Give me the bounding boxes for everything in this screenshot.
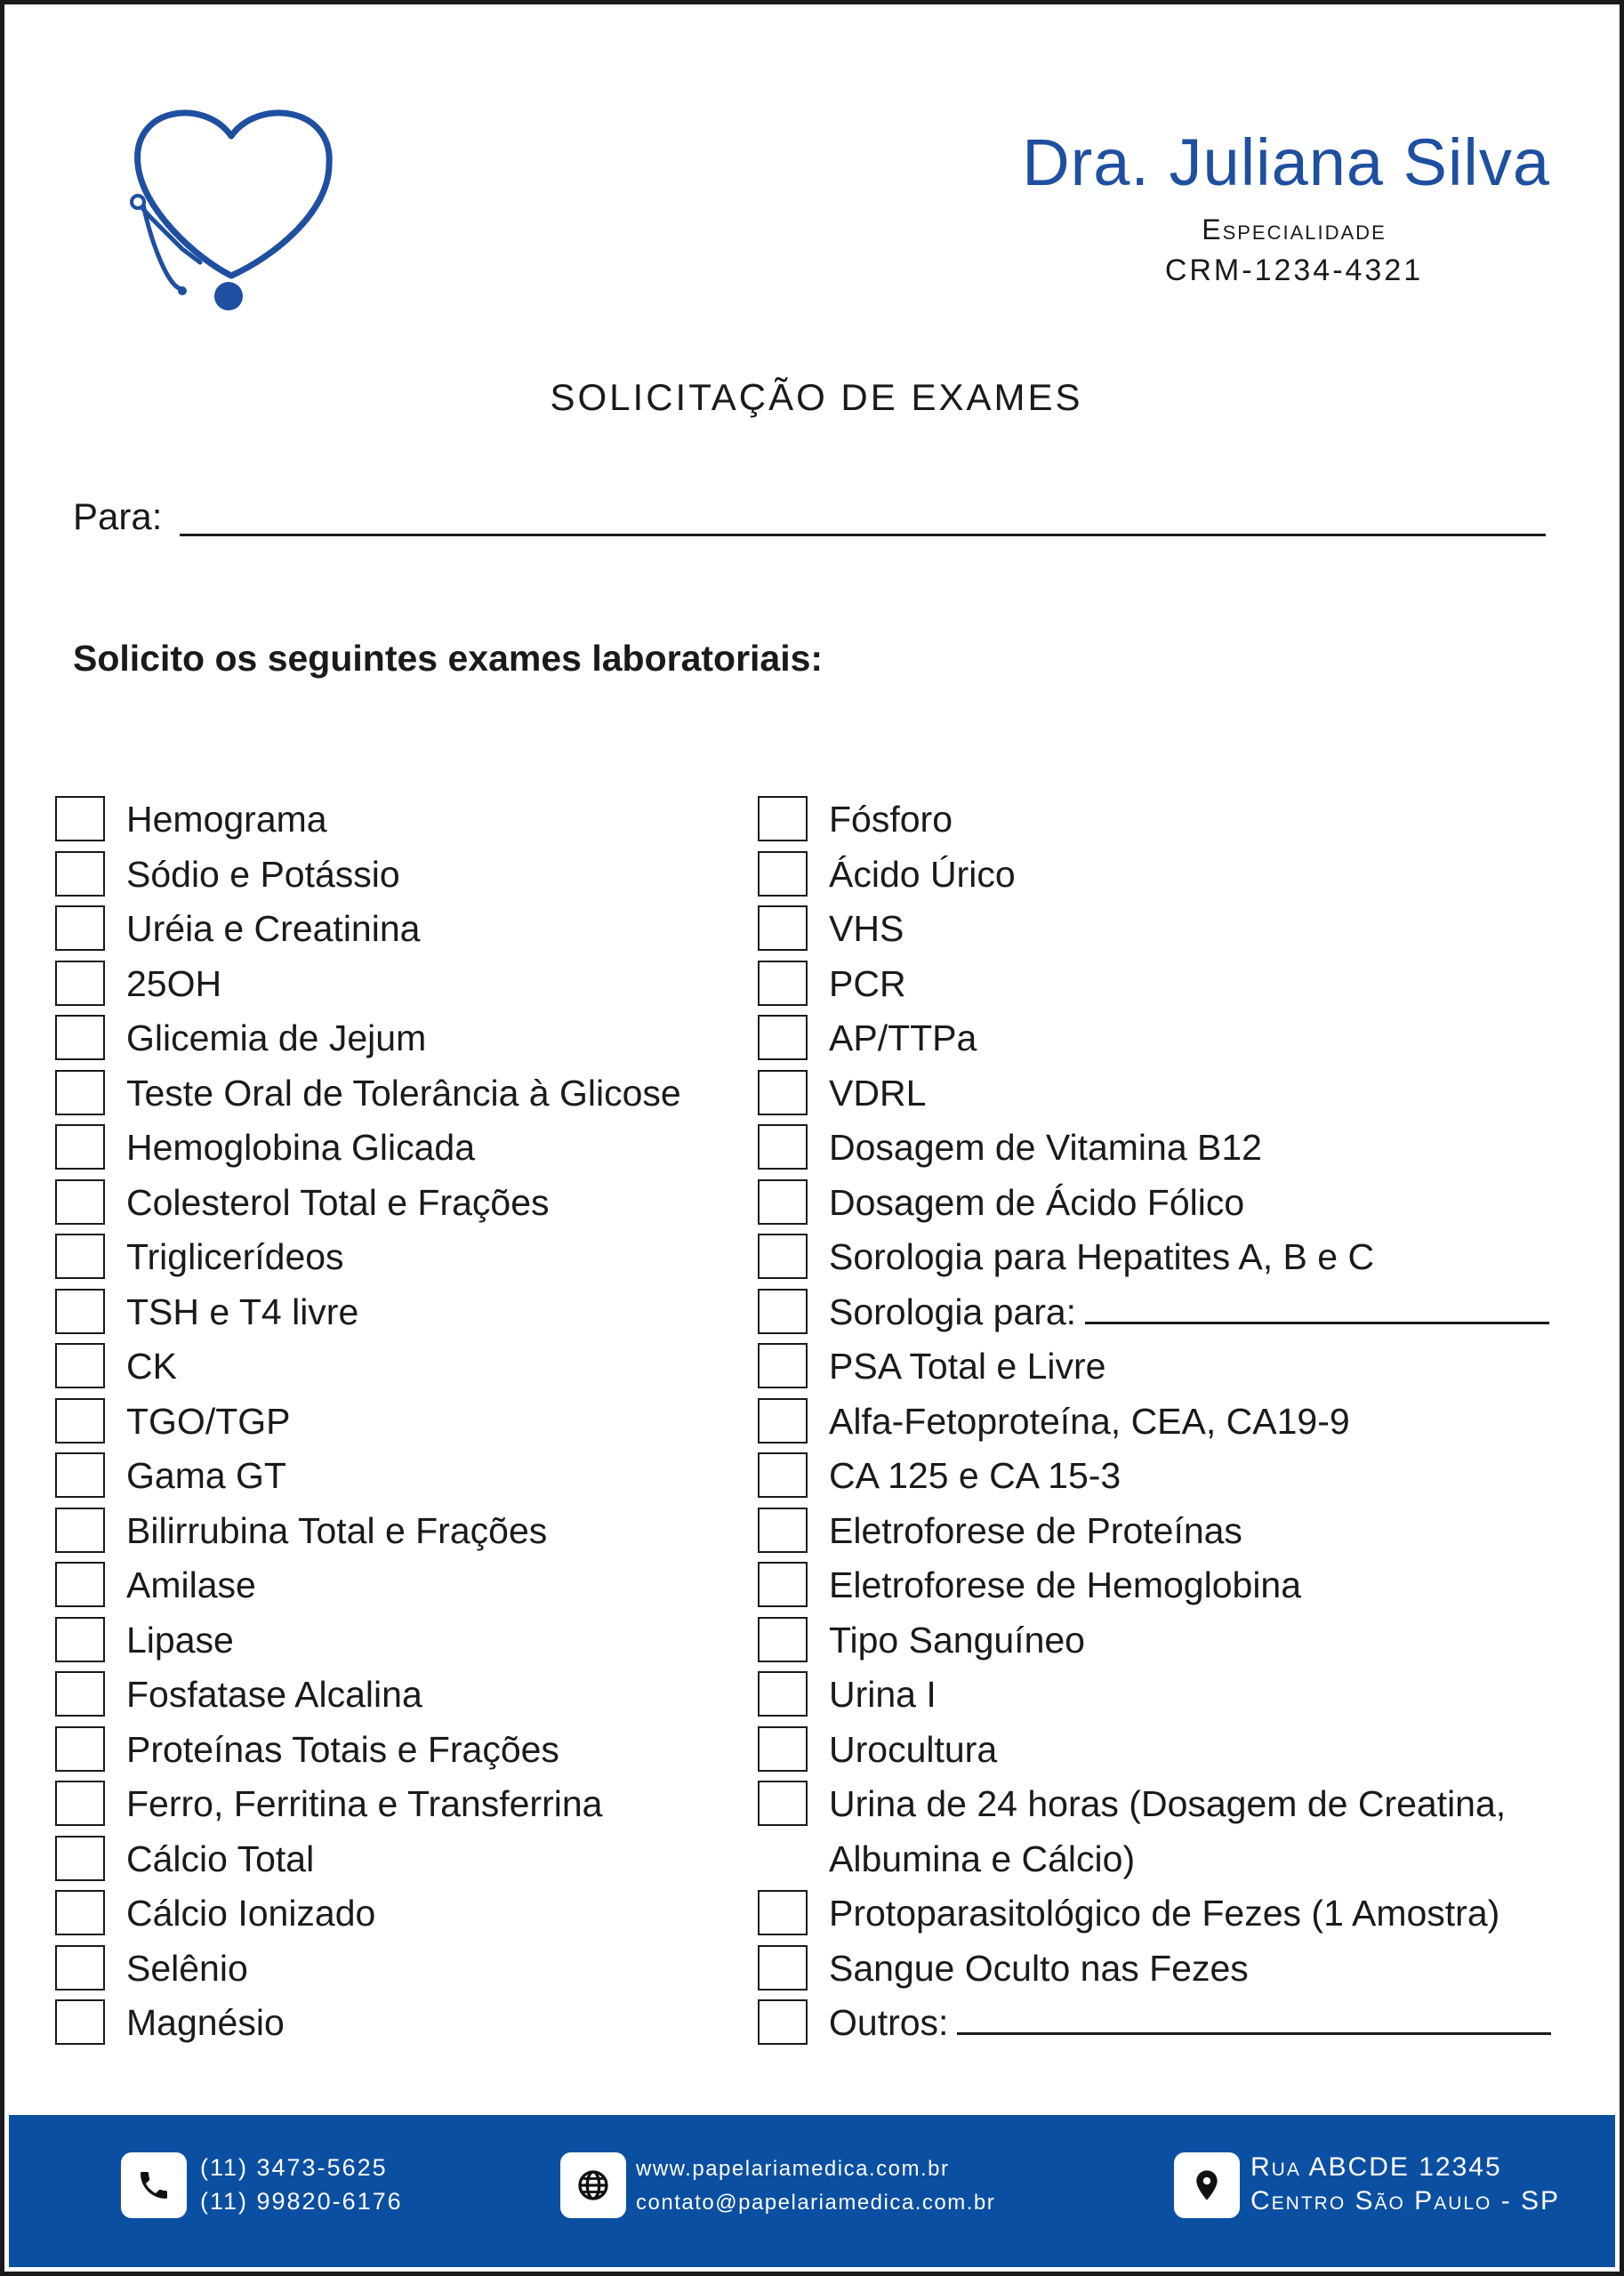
phone-number-1: (11) 3473-5625 xyxy=(200,2154,388,2181)
exam-item xyxy=(55,849,749,905)
exam-item xyxy=(55,1943,749,1999)
exam-checkbox[interactable] xyxy=(55,1671,105,1717)
exam-item xyxy=(758,1888,1585,1943)
exam-label: PCR xyxy=(829,962,906,1004)
exam-checkbox[interactable] xyxy=(758,1508,808,1553)
exam-checkbox[interactable] xyxy=(758,1070,808,1115)
exam-checkbox[interactable] xyxy=(758,796,808,841)
exam-item xyxy=(55,1287,749,1342)
exam-label: Eletroforese de Hemoglobina xyxy=(829,1564,1302,1605)
exam-checkbox[interactable] xyxy=(758,1617,808,1662)
exam-label: Amilase xyxy=(126,1564,256,1605)
exam-label: Dosagem de Ácido Fólico xyxy=(829,1181,1245,1223)
globe-icon xyxy=(560,2152,626,2218)
exam-item xyxy=(758,794,1585,849)
exam-label: Teste Oral de Tolerância à Glicose xyxy=(126,1072,681,1114)
exam-checkbox[interactable] xyxy=(55,961,105,1006)
exam-label: Magnésio xyxy=(126,2002,285,2043)
exam-item xyxy=(758,849,1585,905)
exam-item xyxy=(55,794,749,849)
exam-label: Fósforo xyxy=(829,799,953,840)
exam-item xyxy=(55,1779,749,1834)
exam-label: Bilirrubina Total e Frações xyxy=(126,1509,548,1551)
exam-label: Lipase xyxy=(126,1619,234,1661)
exam-label: Fosfatase Alcalina xyxy=(126,1674,422,1715)
exam-item xyxy=(758,1560,1585,1615)
exam-label: 25OH xyxy=(126,962,222,1004)
exam-label: Tipo Sanguíneo xyxy=(829,1619,1085,1661)
exam-label: Protoparasitológico de Fezes (1 Amostra) xyxy=(829,1893,1500,1934)
exam-item xyxy=(55,1506,749,1561)
outros-fill-line[interactable] xyxy=(957,2000,1551,2035)
exam-label: Alfa-Fetoproteína, CEA, CA19-9 xyxy=(829,1400,1350,1442)
exam-checkbox[interactable] xyxy=(758,1781,808,1826)
exam-item xyxy=(55,1888,749,1943)
exam-label: Outros: xyxy=(829,2002,949,2043)
exam-label: Hemograma xyxy=(126,799,327,840)
heart-stethoscope-logo xyxy=(116,102,347,325)
exam-checkbox[interactable] xyxy=(758,1015,808,1060)
exam-checkbox[interactable] xyxy=(758,1726,808,1772)
exam-checkbox[interactable] xyxy=(55,1398,105,1444)
exam-checkbox[interactable] xyxy=(55,1343,105,1388)
address-line-2: Centro São Paulo - SP xyxy=(1250,2186,1561,2216)
exam-label: Sorologia para: xyxy=(829,1291,1077,1332)
exam-item xyxy=(55,1013,749,1068)
exam-list-right xyxy=(758,794,1585,2053)
exam-item xyxy=(758,1669,1585,1725)
exam-item xyxy=(758,1341,1585,1396)
doctor-name: Dra. Juliana Silva xyxy=(1022,125,1550,199)
exam-request-intro: Solicito os seguintes exames laboratoriais: xyxy=(73,638,824,679)
exam-item xyxy=(55,1396,749,1452)
exam-label: VHS xyxy=(829,908,904,949)
exam-checkbox[interactable] xyxy=(55,1617,105,1662)
exam-label: VDRL xyxy=(829,1072,927,1114)
exam-checkbox[interactable] xyxy=(55,1726,105,1772)
exam-checkbox[interactable] xyxy=(758,1343,808,1388)
exam-item xyxy=(55,959,749,1014)
exam-item xyxy=(55,1122,749,1178)
exam-item xyxy=(758,1943,1585,1999)
exam-item xyxy=(55,1232,749,1287)
footer-bar xyxy=(9,2115,1615,2267)
exam-label: AP/TTPa xyxy=(829,1017,977,1058)
exam-checkbox[interactable] xyxy=(55,1999,105,2045)
exam-item xyxy=(758,1725,1585,1780)
exam-checkbox[interactable] xyxy=(758,1671,808,1717)
exam-checkbox[interactable] xyxy=(55,1452,105,1498)
exam-checkbox[interactable] xyxy=(55,1179,105,1225)
exam-checkbox[interactable] xyxy=(758,1452,808,1498)
exam-label: Eletroforese de Proteínas xyxy=(829,1509,1242,1551)
exam-label: Hemoglobina Glicada xyxy=(126,1127,476,1168)
exam-label: Ferro, Ferritina e Transferrina xyxy=(126,1783,603,1824)
exam-item xyxy=(55,1451,749,1506)
exam-item xyxy=(55,904,749,959)
exam-checkbox[interactable] xyxy=(758,961,808,1006)
exam-item xyxy=(758,959,1585,1014)
exam-checkbox[interactable] xyxy=(55,851,105,897)
exam-item xyxy=(55,1178,749,1233)
exam-checkbox[interactable] xyxy=(758,1398,808,1444)
exam-label: CK xyxy=(126,1346,177,1387)
email-link[interactable]: contato@papelariamedica.com.br xyxy=(636,2191,996,2215)
footer-web xyxy=(636,2152,995,2220)
exam-item xyxy=(55,1834,749,1889)
exam-label: Gama GT xyxy=(126,1455,286,1496)
exam-checkbox[interactable] xyxy=(55,1234,105,1279)
exam-item xyxy=(758,1122,1585,1178)
sorologia-fill-line[interactable] xyxy=(1085,1290,1549,1324)
exam-label: Glicemia de Jejum xyxy=(126,1017,427,1058)
exam-item xyxy=(758,1068,1585,1123)
document-title: SOLICITAÇÃO DE EXAMES xyxy=(550,376,1083,418)
exam-label: Colesterol Total e Frações xyxy=(126,1181,550,1223)
exam-item xyxy=(758,1287,1585,1342)
exam-label: TSH e T4 livre xyxy=(126,1291,359,1332)
exam-checkbox[interactable] xyxy=(55,905,105,951)
exam-checkbox[interactable] xyxy=(758,1890,808,1935)
exam-checkbox[interactable] xyxy=(55,1836,105,1881)
exam-label: Ácido Úrico xyxy=(829,853,1016,895)
location-pin-icon xyxy=(1174,2152,1240,2218)
exam-checkbox[interactable] xyxy=(758,1945,808,1990)
exam-label-with-blank xyxy=(829,1285,1549,1340)
exam-label: Cálcio Ionizado xyxy=(126,1893,376,1934)
phone-icon xyxy=(121,2152,187,2218)
doctor-specialty: Especialidade xyxy=(1202,213,1387,245)
exam-label: PSA Total e Livre xyxy=(829,1346,1106,1387)
exam-checkbox[interactable] xyxy=(758,1124,808,1170)
exam-item xyxy=(55,1615,749,1670)
exam-label: TGO/TGP xyxy=(126,1400,291,1442)
exam-item xyxy=(758,1451,1585,1506)
website-link[interactable]: www.papelariamedica.com.br xyxy=(636,2157,950,2181)
exam-checkbox[interactable] xyxy=(758,851,808,897)
exam-label: Urina de 24 horas (Dosagem de Creatina, Albumina e Cálcio) xyxy=(829,1783,1507,1879)
exam-checkbox[interactable] xyxy=(55,1890,105,1935)
exam-label: Urina I xyxy=(829,1674,937,1715)
exam-checkbox[interactable] xyxy=(758,1562,808,1607)
exam-checkbox[interactable] xyxy=(758,1999,808,2045)
phone-number-2: (11) 99820-6176 xyxy=(200,2188,403,2215)
exam-item xyxy=(758,1232,1585,1287)
exam-item xyxy=(55,1341,749,1396)
exam-label: Urocultura xyxy=(829,1728,998,1770)
exam-label: Dosagem de Vitamina B12 xyxy=(829,1127,1262,1168)
exam-label: Cálcio Total xyxy=(126,1838,315,1879)
exam-list-left xyxy=(55,794,749,2053)
exam-checkbox[interactable] xyxy=(55,1124,105,1170)
exam-item xyxy=(55,1560,749,1615)
exam-item xyxy=(55,1725,749,1780)
exam-checkbox[interactable] xyxy=(55,1508,105,1553)
exam-checkbox[interactable] xyxy=(55,1945,105,1990)
exam-checkbox[interactable] xyxy=(55,1289,105,1334)
address-line-1: Rua ABCDE 12345 xyxy=(1250,2152,1502,2182)
exam-label: Uréia e Creatinina xyxy=(126,908,421,949)
exam-item xyxy=(55,1068,749,1123)
exam-label: Sorologia para Hepatites A, B e C xyxy=(829,1236,1375,1277)
doctor-crm: CRM-1234-4321 xyxy=(1164,253,1424,287)
exam-item xyxy=(758,1779,1585,1888)
exam-checkbox[interactable] xyxy=(758,905,808,951)
exam-label: Sódio e Potássio xyxy=(126,853,400,895)
exam-checkbox[interactable] xyxy=(55,1562,105,1607)
exam-item xyxy=(758,1998,1585,2053)
footer-phones xyxy=(200,2151,403,2218)
exam-item xyxy=(758,1396,1585,1452)
recipient-label: Para: xyxy=(73,495,163,537)
exam-label: Selênio xyxy=(126,1947,248,1989)
exam-label: CA 125 e CA 15-3 xyxy=(829,1455,1122,1496)
exam-checkbox[interactable] xyxy=(55,796,105,841)
exam-checkbox[interactable] xyxy=(758,1234,808,1279)
footer-address xyxy=(1250,2151,1560,2218)
exam-item xyxy=(758,1013,1585,1068)
recipient-field-line[interactable] xyxy=(180,534,1546,536)
exam-item xyxy=(758,1615,1585,1670)
exam-label: Sangue Oculto nas Fezes xyxy=(829,1947,1249,1989)
exam-checkbox[interactable] xyxy=(758,1179,808,1225)
exam-label-with-blank xyxy=(829,1996,1551,2051)
exam-label: Proteínas Totais e Frações xyxy=(126,1728,559,1770)
exam-item xyxy=(55,1998,749,2053)
exam-checkbox[interactable] xyxy=(55,1070,105,1115)
exam-item xyxy=(758,1506,1585,1561)
exam-item xyxy=(55,1669,749,1725)
exam-checkbox[interactable] xyxy=(758,1289,808,1334)
exam-item xyxy=(758,1178,1585,1233)
exam-checkbox[interactable] xyxy=(55,1781,105,1826)
exam-checkbox[interactable] xyxy=(55,1015,105,1060)
exam-label: Triglicerídeos xyxy=(126,1236,344,1277)
exam-item xyxy=(758,904,1585,959)
